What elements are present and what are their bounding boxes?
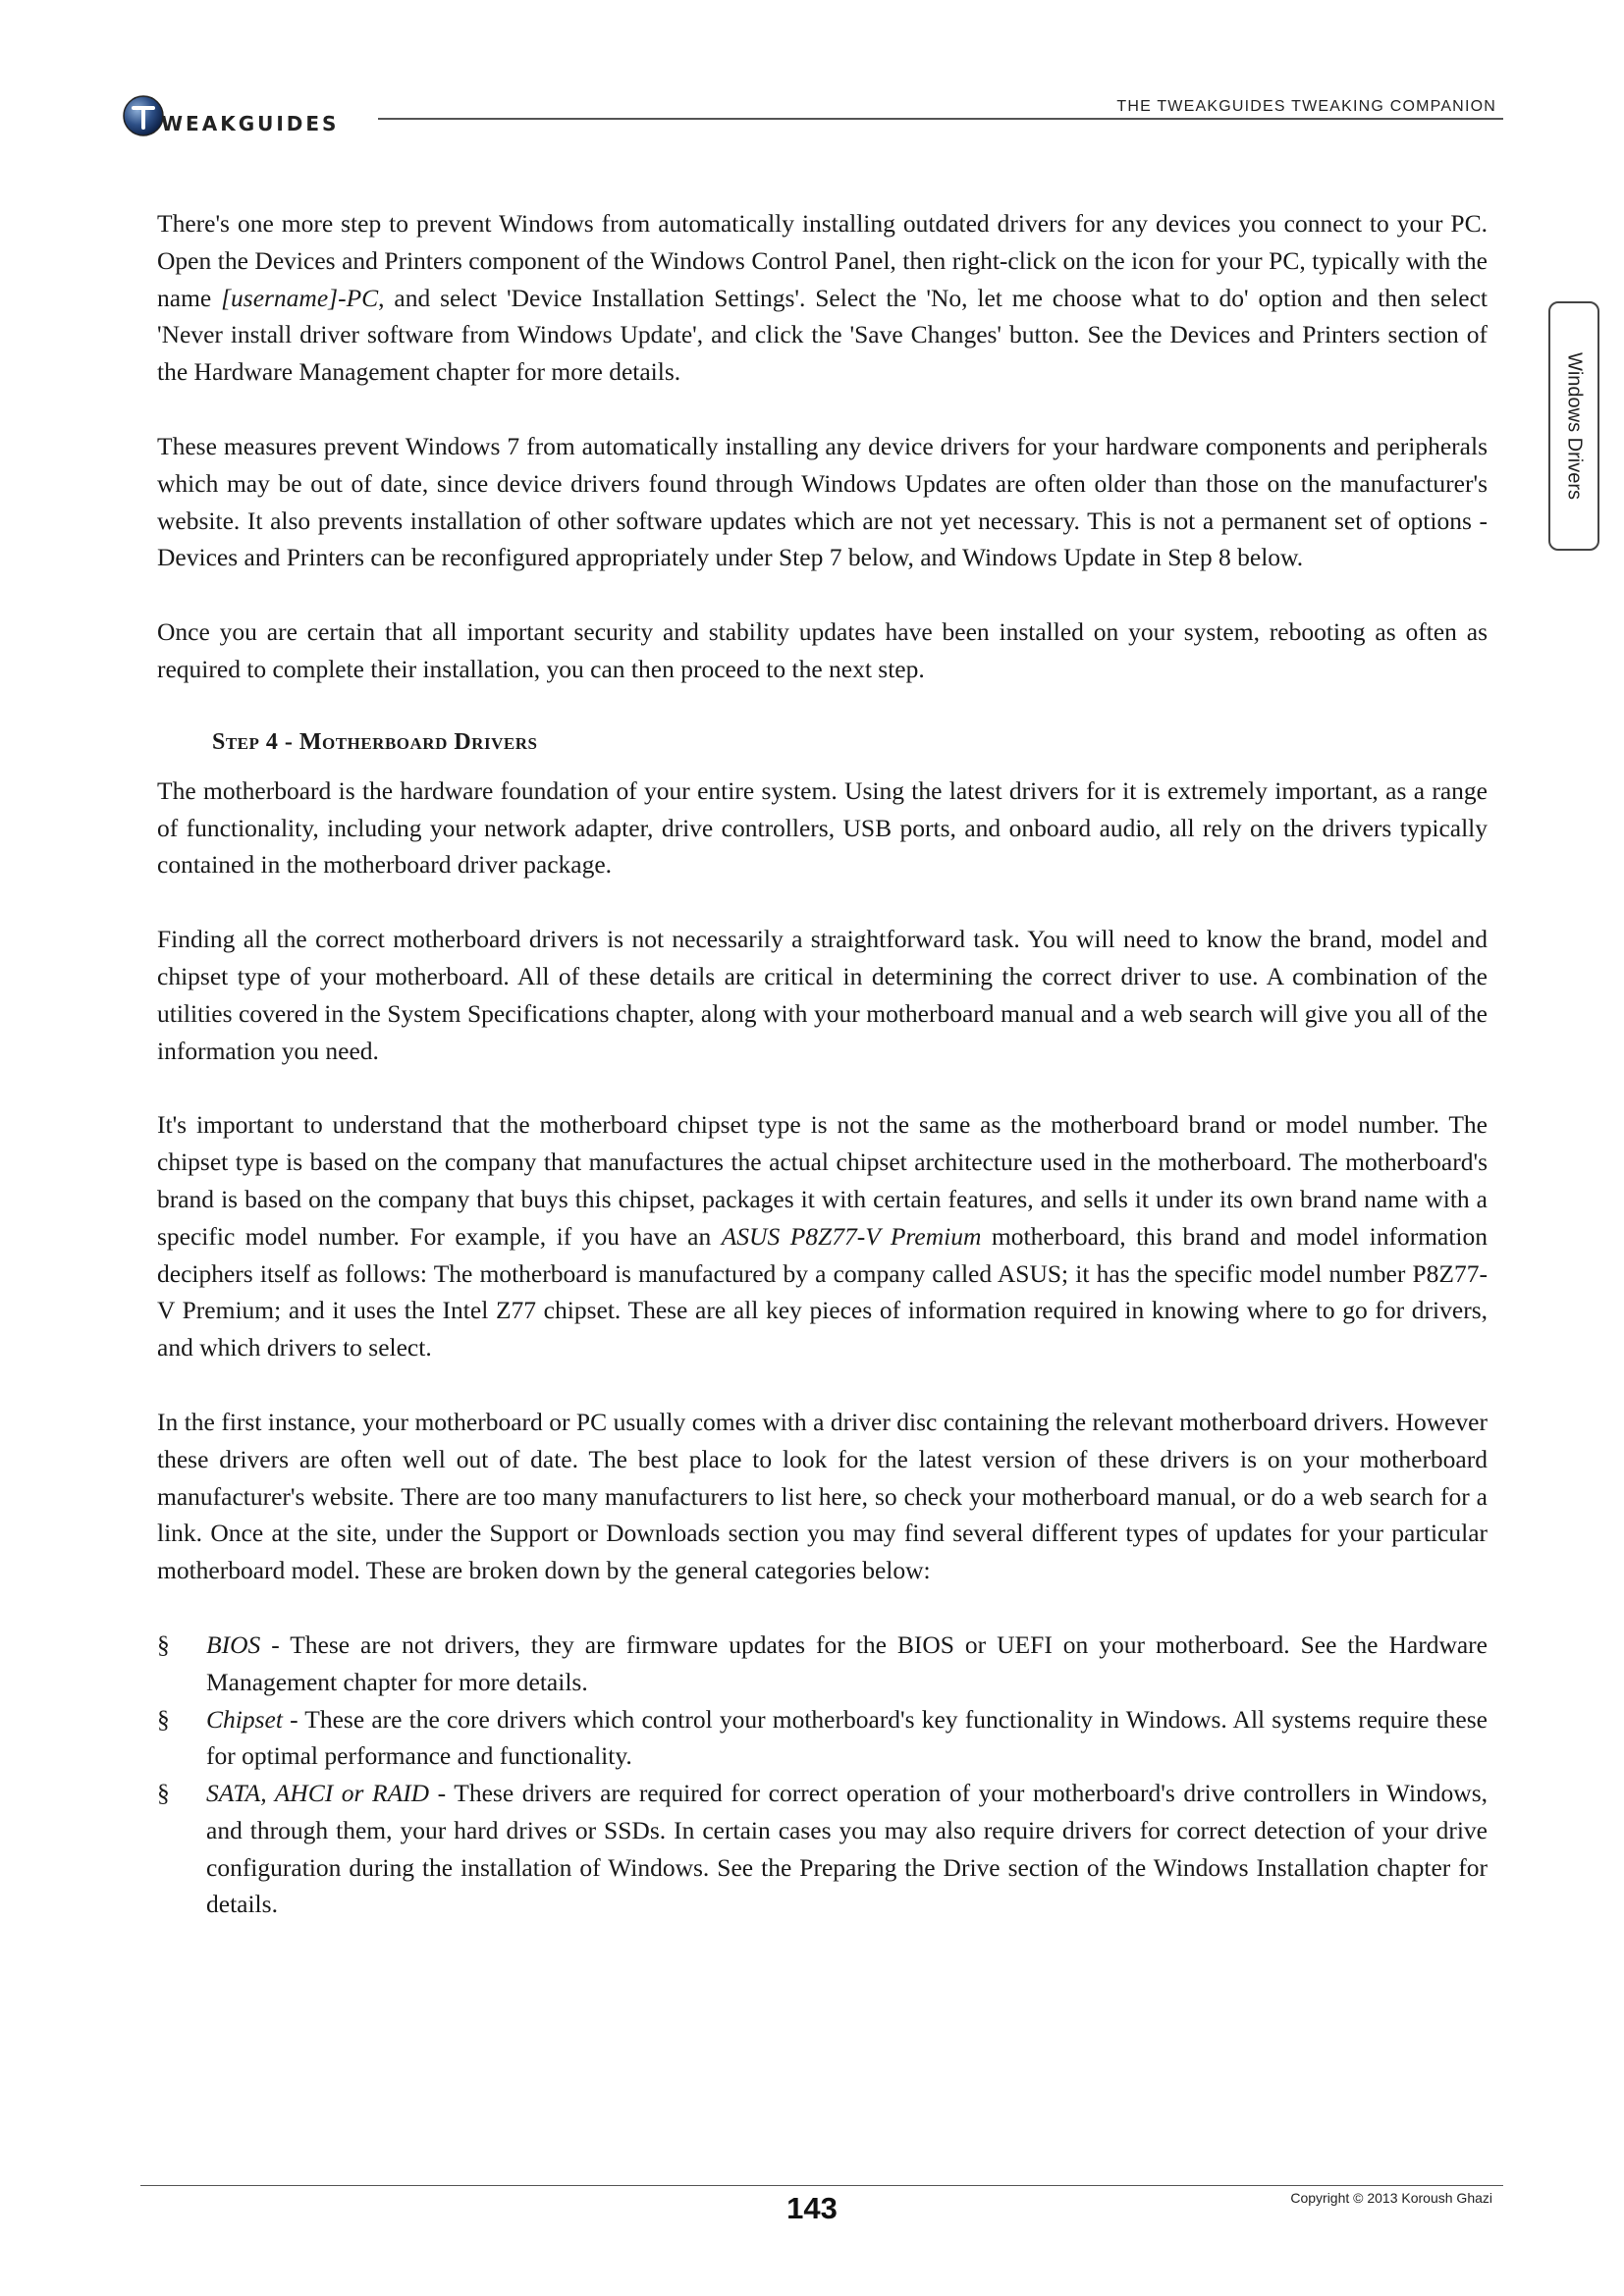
paragraph-3: Once you are certain that all important security and stability updates have been installed on your system, rebooting as often as required to complete their installation, you can then proceed to the next step. [157,617,1488,683]
paragraph-1-text-c: , and select 'Device Installation Settings'. Select the 'No, let me choose what to do' option and then select 'Never install driver software from Windows Update', and click the 'Save Changes' button. See the Devices and Printers section of the Hardware Management chapter for more details. [157,283,1489,387]
footer-divider [140,2185,1503,2186]
section-heading: Step 4 - Motherboard Drivers [212,728,538,755]
logo-wordmark: WEAKGUIDES [161,112,340,135]
paragraph-5: Finding all the correct motherboard drivers is not necessarily a straightforward task. You will need to know the brand, model and chipset type of your motherboard. All of these details are critical in determining the correct driver to use. A combination of the utilities covered in the System Specifications chapter, along with your motherboard manual and a web search will give you all of the information you need. [157,925,1488,1065]
paragraph-4: The motherboard is the hardware foundation of your entire system. Using the latest drivers for it is extremely important, as a range of functionality, including your network adapter, drive controllers, USB ports, and onboard audio, all rely on the drivers typically contained in the motherboard driver package. [157,775,1488,880]
paragraph-1 [157,205,1488,391]
list-item [157,1775,1488,1923]
paragraph-6-emphasis: ASUS P8Z77-V Premium [721,1221,982,1251]
paragraph-6-text-a: It's important to understand that the motherboard chipset type is not the same as the motherboard brand or model number. The chipset type is based on the company that manufactures the actual chipset architecture used in the motherboard. The motherboard's brand is based on the company that buys this chipset, packages it with certain features, and sells it under its own brand name with a specific model number. For example, if you have an [157,1110,1488,1251]
section-sign-bullet-icon: § [157,1704,170,1734]
paragraph-1-emphasis: [username]-PC [221,283,379,312]
header-title: THE TWEAKGUIDES TWEAKING COMPANION [1116,98,1496,115]
list-item-text: - These are not drivers, they are firmware updates for the BIOS or UEFI on your motherboard. See the Hardware Management chapter for more details. [206,1629,1488,1696]
paragraph-2: These measures prevent Windows 7 from automatically installing any device drivers for your hardware components and peripherals which may be out of date, since device drivers found through Windows Updates are often older than those on the manufacturer's website. It also prevents installation of other software updates which are not yet necessary. This is not a permanent set of options - Devices and Printers can be reconfigured appropriately under Step 7 below, and Windows Update in Step 8 below. [157,431,1488,572]
paragraph-7: In the first instance, your motherboard or PC usually comes with a driver disc containing the relevant motherboard drivers. However these drivers are often well out of date. The best place to look for the latest version of these drivers is on your motherboard manufacturer's website. There are too many manufacturers to list here, so check your motherboard manual, or do a web search for a link. Once at the site, under the Support or Downloads section you may find several different types of updates for your particular motherboard model. These are broken down by the general categories below: [157,1407,1488,1585]
driver-category-list [157,1627,1488,1923]
section-sign-bullet-icon: § [157,1779,170,1808]
paragraph-1-text-a: There's one more step to prevent Windows from automatically installing outdated drivers for any devices you connect to your PC. Open the Devices and Printers component of the Windows Control Panel, then right-click on the icon for your PC, typically with the name [157,209,1488,312]
paragraph-6-text-c: motherboard, this brand and model information deciphers itself as follows: The motherboard is manufactured by a company called ASUS; it has the specific model number P8Z77-V Premium; and it uses the Intel Z77 chipset. These are all key pieces of information required in knowing where to go for drivers, and which drivers to select. [157,1221,1489,1362]
globe-logo-icon [122,94,165,137]
chapter-side-tab-label: Windows Drivers [1563,351,1586,501]
page-number: 143 [786,2191,838,2225]
list-item [157,1701,1488,1776]
list-item-text: - These are the core drivers which control your motherboard's key functionality in Windows. All systems require these for optimal performance and functionality. [206,1704,1488,1771]
header-divider [378,118,1503,120]
list-item [157,1627,1488,1701]
section-sign-bullet-icon: § [157,1629,170,1659]
page-body [157,205,1488,1923]
list-item-term: Chipset [206,1704,283,1734]
chapter-side-tab [1548,301,1599,551]
list-item-term: BIOS [206,1629,261,1659]
list-item-term: SATA, AHCI or RAID [206,1779,430,1808]
tweakguides-logo [122,94,339,137]
list-item-text: - These drivers are required for correct operation of your motherboard's drive controllers in Windows, and through them, your hard drives or SSDs. In certain cases you may also require drivers for correct detection of your drive configuration during the installation of Windows. See the Preparing the Drive section of the Windows Installation chapter for details. [206,1779,1488,1919]
paragraph-6 [157,1106,1488,1366]
copyright-notice: Copyright © 2013 Koroush Ghazi [1290,2190,1492,2206]
